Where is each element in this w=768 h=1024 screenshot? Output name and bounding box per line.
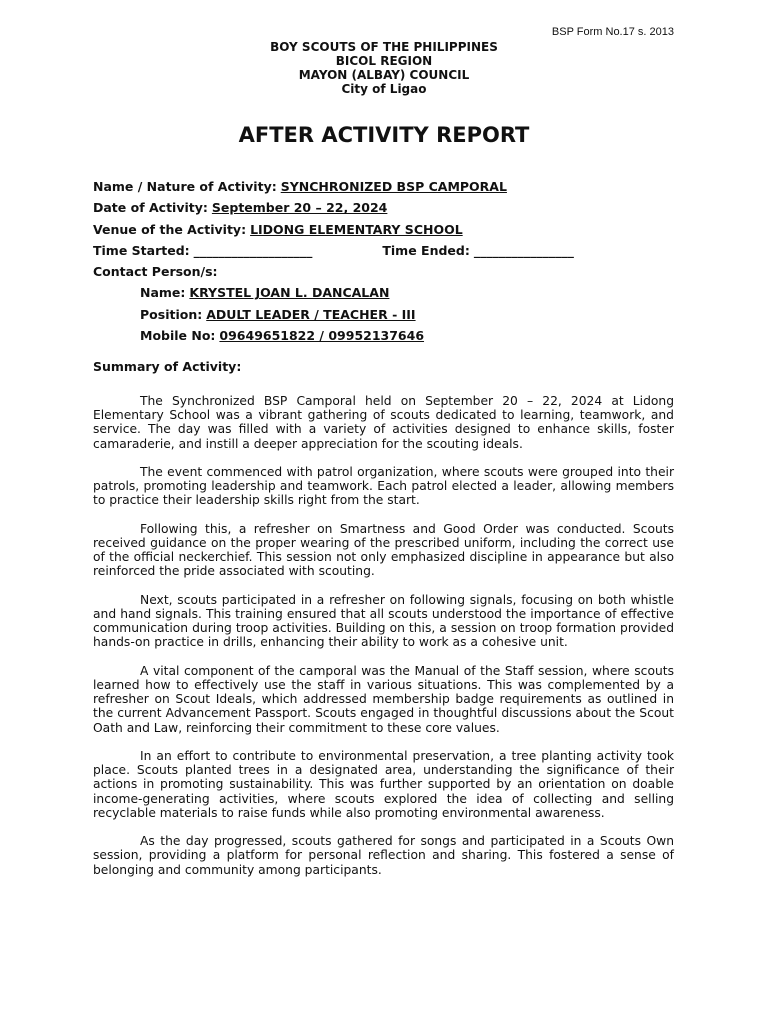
contact-mobile-row [93,325,683,346]
activity-venue-label: Venue of the Activity: [93,221,247,237]
summary-paragraph: The Synchronized BSP Camporal held on September 20 – 22, 2024 at Lidong Elementary School was a vibrant gathering of scouts dedicated to learning, teamwork, and service. The day was filled with a variety of activities designed to enhance skills, foster camaraderie, and instill a deeper appreciation for the scouting ideals. [93,394,674,451]
header-line-city: City of Ligao [341,82,427,96]
report-title: AFTER ACTIVITY REPORT [238,123,530,147]
summary-paragraph: Next, scouts participated in a refresher on following signals, focusing on both whistle and hand signals. This training ensured that all scouts understood the importance of effective communication during troop activities. Building on this, a session on troop formation provided hands-on practice in drills, enhancing their ability to work as a cohesive unit. [93,592,674,650]
time-started-label: Time Started: [93,242,190,258]
activity-name-label: Name / Nature of Activity: [93,179,277,194]
header-line-region: BICOL REGION [335,54,433,68]
summary-paragraph: The event commenced with patrol organization, where scouts were grouped into their patrols, promoting leadership and teamwork. Each patrol elected a leader, allowing members to practice their leadership skills right from the start. [93,465,674,508]
time-ended-label: Time Ended: [382,242,470,258]
contact-person-row [93,261,683,282]
summary-paragraph: As the day progressed, scouts gathered for songs and participated in a Scouts Own session, providing a platform for personal reflection and sharing. This fostered a sense of belonging and community among participants. [93,834,674,877]
time-started-blank: ___________________ [193,242,313,258]
activity-date-label: Date of Activity: [93,200,208,216]
contact-position-value: ADULT LEADER / TEACHER - III [206,306,416,322]
contact-mobile-label: Mobile No: [140,328,216,344]
contact-position-label: Position: [140,306,203,322]
time-row [93,240,683,261]
activity-venue-row [93,219,683,240]
time-ended-blank: ________________ [473,242,574,258]
header-line-council: MAYON (ALBAY) COUNCIL [298,68,470,82]
organization-header [0,40,768,96]
summary-paragraph: In an effort to contribute to environmental preservation, a tree planting activity took place. Scouts planted trees in a designated area, understanding the significance of their actions in promoting sustainability. This was further supported by an orientation on doable income-generating activities, where scouts explored the idea of collecting and selling recyclable materials to raise funds while also promoting environmental awareness. [93,749,674,820]
contact-position-row [93,304,683,325]
activity-date-row [93,197,683,218]
contact-name-label: Name: [140,285,186,301]
contact-name-row [93,282,683,303]
activity-venue-value: LIDONG ELEMENTARY SCHOOL [250,221,463,237]
summary-body [93,394,674,891]
form-number: BSP Form No.17 s. 2013 [551,26,674,38]
summary-paragraph: A vital component of the camporal was the Manual of the Staff session, where scouts learned how to effectively use the staff in various situations. This was complemented by a refresher on Scout Ideals, which addressed membership badge requirements as outlined in the current Advancement Passport. Scouts engaged in thoughtful discussions about the Scout Oath and Law, reinforcing their commitment to these core values. [93,663,674,735]
contact-name-value: KRYSTEL JOAN L. DANCALAN [189,285,390,301]
activity-details [93,176,683,346]
header-line-organization: BOY SCOUTS OF THE PHILIPPINES [270,40,498,54]
summary-heading: Summary of Activity: [93,359,242,374]
contact-mobile-value: 09649651822 / 09952137646 [219,328,425,344]
activity-date-value: September 20 – 22, 2024 [211,200,388,216]
summary-paragraph: Following this, a refresher on Smartness and Good Order was conducted. Scouts received guidance on the proper wearing of the prescribed uniform, including the correct use of the official neckerchief. This session not only emphasized discipline in appearance but also reinforced the pride associated with scouting. [93,521,674,579]
activity-name-value: SYNCHRONIZED BSP CAMPORAL [280,179,507,194]
contact-person-label: Contact Person/s: [93,264,218,280]
activity-name-row [93,176,683,197]
